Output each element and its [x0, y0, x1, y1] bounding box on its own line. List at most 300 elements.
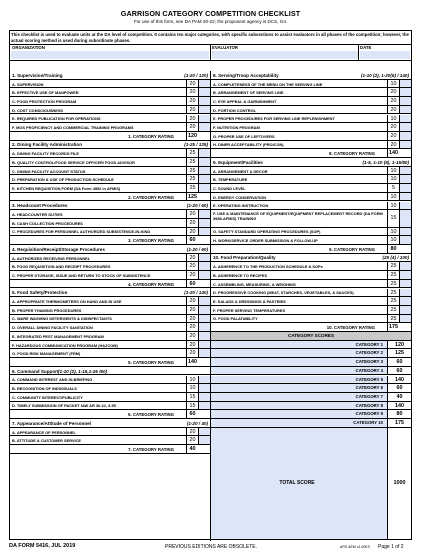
- item-score-input[interactable]: [399, 289, 411, 297]
- item-score-input[interactable]: [198, 106, 210, 114]
- checklist-item: [10, 158, 210, 167]
- item-label: B. EFFECTIVE USE OF MANPOWER: [12, 90, 79, 96]
- item-max-points: 20: [186, 123, 198, 131]
- item-max-points: 25: [186, 175, 198, 183]
- category-rating-label: 5. CATEGORY RATING: [128, 360, 174, 366]
- item-score-input[interactable]: [198, 149, 210, 157]
- item-score-input[interactable]: [198, 349, 210, 357]
- category-score-value: 120: [387, 341, 411, 349]
- item-max-points: 20: [186, 428, 198, 436]
- checklist-item: [211, 262, 411, 271]
- section-points: (1-25 / 125): [184, 142, 208, 148]
- item-max-points: 20: [186, 254, 198, 262]
- category-rating-label: 10. CATEGORY RATING: [326, 325, 375, 331]
- item-score-input[interactable]: [198, 428, 210, 436]
- checklist-item: [10, 436, 210, 445]
- section-points: (1-10 (2), 1-15,1-25 /60): [58, 368, 108, 374]
- category-score-row: [211, 419, 411, 428]
- item-max-points: 25: [387, 315, 399, 323]
- item-label: B. ATTITUDE & CUSTOMER SERVICE: [12, 438, 82, 444]
- checklist-item: [211, 236, 411, 245]
- category-rating-row: [10, 236, 210, 245]
- intro-text: This checklist is used to evaluate units at the DA level of competition. It contains ten major categories, with specific subsections to assist evaluators in all phases of the competition; however, the actual scoring method is used during subordinate phases.: [11, 32, 409, 43]
- item-max-points: 10: [387, 193, 399, 201]
- divider: [358, 44, 359, 60]
- category-rating-row: [10, 132, 210, 141]
- item-max-points: 15: [186, 402, 198, 410]
- item-label: D. PORTION CONTROL: [213, 107, 257, 113]
- category-score-label: CATEGORY 9: [211, 410, 387, 418]
- category-rating-value: 140: [389, 150, 398, 157]
- section-points: (1-20 / 60): [186, 203, 208, 209]
- category-score-label: CATEGORY 7: [211, 393, 387, 401]
- item-max-points: 10: [387, 115, 399, 123]
- item-score-input[interactable]: [198, 315, 210, 323]
- item-max-points: 20: [186, 349, 198, 357]
- item-max-points: 20: [186, 106, 198, 114]
- checklist-item: [10, 97, 210, 106]
- checklist-item: [10, 315, 210, 324]
- item-label: F. NUTRITION PROGRAM: [213, 125, 260, 131]
- checklist-item: [10, 349, 210, 358]
- category-rating-row: [211, 323, 411, 332]
- checklist-item: [10, 106, 210, 115]
- item-max-points: 25: [387, 289, 399, 297]
- divider: [210, 44, 211, 60]
- form-header: [0, 9, 421, 24]
- checklist-item: [211, 115, 411, 124]
- form-subtitle: For use of this form, see DA PAM 30-22; the proponent agency is DCS, G4.: [133, 19, 288, 24]
- item-score-input[interactable]: [198, 115, 210, 123]
- item-max-points: 20: [186, 88, 198, 96]
- item-score-input[interactable]: [198, 80, 210, 88]
- item-max-points: 20: [186, 306, 198, 314]
- checklist-item: [10, 80, 210, 89]
- section-points: (1-20 / 60): [186, 246, 208, 252]
- checklist-item: [211, 97, 411, 106]
- item-score-input[interactable]: [399, 297, 411, 305]
- item-label: C. PROCEDURES FOR PERSONNEL AUTHORIZED SUBSISTENCE-IN-KIND: [12, 229, 151, 235]
- item-label: C. PROPER STORAGE, ISSUE AND RETURN TO STOCK OF SUBSISTENCE: [12, 272, 151, 278]
- item-label: H. WORK/SERVICE ORDER SUBMISSION & FOLLOW-UP: [213, 238, 318, 244]
- category-scores-header: CATEGORY SCORES: [211, 332, 411, 341]
- item-score-input[interactable]: [198, 167, 210, 175]
- item-max-points: 10: [387, 80, 399, 88]
- item-max-points: 20: [387, 132, 399, 140]
- editions-note: PREVIOUS EDITIONS ARE OBSOLETE.: [165, 544, 257, 550]
- item-label: C. EYE APPEAL & GARNISHMENT: [213, 98, 277, 104]
- item-label: E. SALADS & DRESSINGS & PASTRIES: [213, 299, 286, 305]
- item-max-points: 25: [186, 149, 198, 157]
- item-max-points: 20: [186, 315, 198, 323]
- item-max-points: 10: [387, 202, 399, 210]
- section-header: [211, 254, 411, 263]
- checklist-item: [211, 289, 411, 298]
- category-rating-row: [10, 280, 210, 289]
- item-max-points: 25: [387, 306, 399, 314]
- item-label: B. FOOD REQUISITION AND RECEIPT PROCEDURES: [12, 264, 111, 270]
- item-max-points: 20: [186, 210, 198, 218]
- section-title: 9. Equipment/Facilities: [213, 159, 263, 165]
- item-label: B. ARRANGEMENT OF SERVING LINE: [213, 90, 284, 96]
- category-score-row: [211, 349, 411, 358]
- item-label: A. ARRANGEMENT & DECOR: [213, 168, 268, 174]
- category-rating-value: 40: [186, 445, 198, 453]
- category-rating-value: 140: [188, 359, 197, 366]
- item-max-points: 15: [387, 210, 399, 226]
- category-score-label: CATEGORY 4: [211, 367, 387, 375]
- divider: [10, 60, 411, 61]
- item-score-input[interactable]: [399, 280, 411, 288]
- item-label: A. ADHERENCE TO THE PRODUCTION SCHEDULE & SOPs: [213, 264, 323, 270]
- section-points: (1-20 / 120): [184, 72, 208, 78]
- section-header: [10, 141, 210, 150]
- form-title: GARRISON CATEGORY COMPETITION CHECKLIST: [120, 9, 301, 18]
- item-max-points: 10: [186, 384, 198, 392]
- organization-label: ORGANIZATION: [12, 45, 45, 50]
- section-points: (25 (4) / 100): [382, 255, 409, 261]
- category-score-row: [211, 376, 411, 385]
- category-rating-row: [10, 445, 210, 454]
- item-label: D. ENERGY CONSERVATION: [213, 194, 267, 200]
- item-score-input[interactable]: [198, 184, 210, 192]
- checklist-item: [10, 254, 210, 263]
- organization-field[interactable]: [11, 51, 209, 59]
- category-score-value: 60: [387, 384, 411, 392]
- category-score-row: [211, 341, 411, 350]
- checklist-item: [10, 306, 210, 315]
- checklist-item: [10, 210, 210, 219]
- category-score-value: 60: [387, 367, 411, 375]
- item-label: G. SAFETY STANDARD OPERATING PROCEDURES (SOP): [213, 229, 321, 235]
- checklist-item: [10, 175, 210, 184]
- section-header: [10, 419, 210, 428]
- checklist-item: [211, 141, 411, 150]
- section-points: (1-20 / 140): [184, 290, 208, 296]
- item-score-input[interactable]: [399, 202, 411, 210]
- checklist-item: [10, 384, 210, 393]
- item-score-input[interactable]: [399, 236, 411, 244]
- category-rating-row: [10, 193, 210, 202]
- form-number: DA FORM 5416, JUL 2019: [9, 543, 76, 549]
- item-max-points: 25: [387, 262, 399, 270]
- category-score-label: CATEGORY 1: [211, 341, 387, 349]
- checklist-item: [10, 393, 210, 402]
- item-max-points: 25: [186, 167, 198, 175]
- section-points: (1-5, 1-10 (6), 1-15/80): [362, 159, 409, 165]
- category-rating-label: 4. CATEGORY RATING: [128, 281, 174, 287]
- category-rating-row: [10, 358, 210, 367]
- checklist-item: [211, 167, 411, 176]
- item-score-input[interactable]: [198, 123, 210, 131]
- category-rating-label: 1. CATEGORY RATING: [128, 133, 174, 139]
- category-rating-value: 60: [186, 410, 198, 418]
- item-score-input[interactable]: [198, 158, 210, 166]
- category-score-row: [211, 384, 411, 393]
- checklist-item: [10, 167, 210, 176]
- category-rating-value: 125: [188, 193, 197, 200]
- section-title: 10. Food Preparation/Quality: [213, 255, 276, 261]
- evaluator-field[interactable]: [212, 51, 358, 59]
- category-rating-value: 175: [389, 324, 398, 331]
- item-score-input[interactable]: [198, 436, 210, 444]
- section-title: 4. Requisition/Receipt/Storage Procedures: [12, 246, 105, 252]
- date-label: DATE: [360, 45, 372, 50]
- item-score-input[interactable]: [198, 297, 210, 305]
- item-score-input[interactable]: [198, 228, 210, 236]
- item-label: A. DINING FACILITY RECORDS FILE: [12, 151, 79, 157]
- item-score-input[interactable]: [399, 123, 411, 131]
- section-points: (1-10 (2), 1-20(6) / 140): [361, 72, 409, 78]
- item-label: F. HAZARDOUS COMMUNICATION PROGRAM (HAZCOM): [12, 342, 118, 348]
- item-score-input[interactable]: [198, 384, 210, 392]
- apd-version: APD AEM v1.00ES: [340, 545, 370, 549]
- checklist-item: [211, 315, 411, 324]
- item-score-input[interactable]: [399, 262, 411, 270]
- checklist-item: [211, 202, 411, 211]
- checklist-item: [10, 219, 210, 228]
- category-score-value: 125: [387, 349, 411, 357]
- item-max-points: 25: [387, 280, 399, 288]
- checklist-item: [211, 132, 411, 141]
- item-label: A. COMPLETENESS OF THE MENU ON THE SERVING LINE: [213, 81, 323, 87]
- item-score-input[interactable]: [399, 210, 411, 226]
- item-max-points: 20: [186, 80, 198, 88]
- category-score-label: CATEGORY 8: [211, 402, 387, 410]
- category-score-value: 80: [387, 410, 411, 418]
- item-max-points: 20: [186, 332, 198, 340]
- category-rating-label: 7. CATEGORY RATING: [128, 447, 174, 453]
- item-max-points: 25: [387, 271, 399, 279]
- category-score-value: 175: [387, 419, 411, 427]
- item-label: D. COST CONSCIOUSNESS: [12, 107, 64, 113]
- item-label: B. ADHERENCE TO RECIPES: [213, 272, 268, 278]
- item-score-input[interactable]: [198, 210, 210, 218]
- item-score-input[interactable]: [198, 88, 210, 96]
- item-max-points: 20: [186, 297, 198, 305]
- item-max-points: 20: [186, 219, 198, 227]
- section-title: 1. Supervision/Training: [12, 72, 63, 78]
- checklist-item: [10, 228, 210, 237]
- item-max-points: 25: [387, 297, 399, 305]
- item-label: C. WARE WASHING DETERGENTS & DISINFECTANTS: [12, 316, 112, 322]
- item-score-input[interactable]: [399, 132, 411, 140]
- category-score-label: CATEGORY 2: [211, 349, 387, 357]
- total-score-value: 1000: [387, 428, 411, 539]
- checklist-item: [211, 123, 411, 132]
- item-max-points: 20: [186, 97, 198, 105]
- category-rating-value: 60: [186, 280, 198, 288]
- item-score-input[interactable]: [399, 88, 411, 96]
- item-score-input[interactable]: [399, 315, 411, 323]
- item-label: E. OPERATING INSTRUCTION: [213, 203, 269, 209]
- item-label: F. PROPER SERVING TEMPERATURES: [213, 307, 286, 313]
- item-label: A. APPROPRIATE THERMOMETERS ON HAND AND IN USE: [12, 299, 122, 305]
- item-score-input[interactable]: [198, 219, 210, 227]
- category-rating-value: 60: [186, 236, 198, 244]
- item-score-input[interactable]: [198, 262, 210, 270]
- item-score-input[interactable]: [198, 97, 210, 105]
- checklist-item: [10, 184, 210, 193]
- checklist-item: [211, 88, 411, 97]
- item-max-points: 25: [186, 158, 198, 166]
- item-label: D. TIMELY SUBMISSION OF PACKET IAW AR 30-22, 3-55: [12, 403, 116, 409]
- total-score-label: TOTAL SCORE: [211, 428, 387, 539]
- item-max-points: 10: [186, 376, 198, 384]
- item-label: E. PROPER PROCEDURES FOR SERVING LINE REPLENISHMENT: [213, 116, 335, 122]
- checklist-item: [10, 323, 210, 332]
- category-rating-value: 120: [188, 132, 197, 139]
- item-label: D. PREPARATION & USE OF PRODUCTION SCHEDULE: [12, 177, 114, 183]
- item-max-points: 20: [387, 123, 399, 131]
- category-score-value: 60: [387, 358, 411, 366]
- checklist-item: [10, 88, 210, 97]
- evaluator-label: EVALUATOR: [212, 45, 239, 50]
- category-score-row: [211, 367, 411, 376]
- item-label: E. REQUIRED PUBLICATION FOR OPERATIONS: [12, 116, 101, 122]
- item-score-input[interactable]: [399, 228, 411, 236]
- item-score-input[interactable]: [198, 175, 210, 183]
- category-rating-label: 3. CATEGORY RATING: [128, 238, 174, 244]
- checklist-item: [211, 175, 411, 184]
- item-score-input[interactable]: [198, 341, 210, 349]
- checklist-item: [10, 123, 210, 132]
- item-label: G. PROPER USE OF LEFTOVERS: [213, 133, 275, 139]
- section-header: [211, 158, 411, 167]
- item-label: E. KITCHEN REQUISITION FORM (DA Form 4552 in AFMIS): [12, 185, 121, 191]
- section-header: [10, 71, 210, 80]
- category-score-row: [211, 410, 411, 419]
- item-score-input[interactable]: [399, 271, 411, 279]
- item-label: A. COMMAND INTEREST AND IN-BRIEFING: [12, 377, 93, 383]
- checklist-item: [211, 280, 411, 289]
- item-score-input[interactable]: [399, 175, 411, 183]
- checklist-item: [211, 184, 411, 193]
- item-score-input[interactable]: [198, 271, 210, 279]
- item-score-input[interactable]: [399, 184, 411, 192]
- item-max-points: 20: [186, 341, 198, 349]
- category-rating-row: [211, 149, 411, 158]
- item-label: F. USE & MAINTENANCE OF EQUIPMENT/EQUIPMENT REPLACEMENT RECORD (DA FORM 3988-AFMIS) TRAINING: [213, 211, 383, 221]
- item-max-points: 20: [186, 323, 198, 331]
- section-title: 8. Serving/Troop Acceptability: [213, 72, 279, 78]
- category-score-value: 140: [387, 402, 411, 410]
- checklist-item: [10, 402, 210, 411]
- item-score-input[interactable]: [399, 106, 411, 114]
- total-score-row: [211, 428, 411, 539]
- item-max-points: 10: [387, 228, 399, 236]
- item-label: B. QUALITY CONTROL/FOOD SERVICE OFFICER/ FOOD ADVISOR: [12, 159, 135, 165]
- checklist-item: [10, 271, 210, 280]
- item-max-points: 20: [186, 228, 198, 236]
- checklist-item: [10, 332, 210, 341]
- page-number: Page 1 of 2: [378, 544, 404, 550]
- item-label: D. PROGRESSIVE COOKING (MEAT, STARCHES, VEGETABLES, & SAUCES): [213, 290, 354, 296]
- category-score-row: [211, 402, 411, 411]
- category-rating-label: 9. CATEGORY RATING: [329, 247, 375, 252]
- category-score-row: [211, 358, 411, 367]
- item-label: F. MOS PROFICIENCY AND COMMERCIAL TRAINING PROGRAMS: [12, 125, 134, 131]
- item-score-input[interactable]: [399, 193, 411, 201]
- item-max-points: 15: [186, 393, 198, 401]
- checklist-item: [10, 262, 210, 271]
- item-label: G. FOOD RISK MANAGEMENT (FRM): [12, 351, 81, 357]
- item-max-points: 20: [186, 115, 198, 123]
- item-score-input[interactable]: [198, 376, 210, 384]
- category-score-row: [211, 393, 411, 402]
- item-label: C. DINING FACILITY ACCOUNT STATUS: [12, 168, 86, 174]
- section-title: 6. Command Support: [12, 368, 59, 374]
- item-label: B. TEMPERATURE: [213, 177, 248, 183]
- item-score-input[interactable]: [399, 115, 411, 123]
- item-max-points: 5: [387, 184, 399, 192]
- category-score-label: CATEGORY 3: [211, 358, 387, 366]
- category-score-label: CATEGORY 6: [211, 384, 387, 392]
- item-score-input[interactable]: [198, 306, 210, 314]
- item-score-input[interactable]: [399, 306, 411, 314]
- item-score-input[interactable]: [198, 332, 210, 340]
- item-max-points: 20: [186, 271, 198, 279]
- item-label: C. FOOD PROTECTION PROGRAM: [12, 98, 77, 104]
- item-label: A. AUTHORIZED RECEIVING PERSONNEL: [12, 255, 91, 261]
- item-max-points: 20: [387, 141, 399, 149]
- item-score-input[interactable]: [198, 323, 210, 331]
- checklist-item: [10, 376, 210, 385]
- checklist-item: [10, 428, 210, 437]
- item-max-points: 25: [186, 184, 198, 192]
- item-label: B. PROPER THAWING PROCEDURES: [12, 307, 82, 313]
- category-rating-row: [211, 245, 411, 254]
- section-title: 2. Dining Facility Administration: [12, 142, 83, 148]
- section-title: 3. Headcount Procedures: [12, 203, 68, 209]
- item-score-input[interactable]: [399, 80, 411, 88]
- item-score-input[interactable]: [198, 393, 210, 401]
- item-label: H. DINER ACCEPTABILITY (PROICON): [213, 142, 284, 148]
- checklist-item: [211, 297, 411, 306]
- checklist-item: [211, 271, 411, 280]
- checklist-item: [10, 149, 210, 158]
- checklist-item: [211, 228, 411, 237]
- item-score-input[interactable]: [399, 167, 411, 175]
- date-field[interactable]: [360, 51, 410, 59]
- item-label: E. INTEGRATED PEST MANAGEMENT PROGRAM: [12, 333, 104, 339]
- item-label: G. FOOD PALATABILITY: [213, 316, 258, 322]
- checklist-item: [10, 341, 210, 350]
- section-title: 7. Appearance/Attitude of Personnel: [12, 420, 91, 426]
- item-max-points: 20: [387, 88, 399, 96]
- item-label: A. SUPERVISION: [12, 81, 44, 87]
- item-score-input[interactable]: [198, 254, 210, 262]
- item-label: C. COMMUNITY INTEREST/PUBLICITY: [12, 394, 83, 400]
- category-rating-label: 6. CATEGORY RATING: [128, 412, 174, 418]
- item-label: A. APPEARANCE OF PERSONNEL: [12, 429, 76, 435]
- item-score-input[interactable]: [399, 97, 411, 105]
- category-score-label: CATEGORY 5: [211, 376, 387, 384]
- checklist-item: [211, 210, 411, 227]
- checklist-item: [211, 80, 411, 89]
- item-label: C. SOUND LEVEL: [213, 185, 246, 191]
- checklist-item: [10, 115, 210, 124]
- checklist-item: [211, 193, 411, 202]
- item-max-points: 10: [387, 175, 399, 183]
- item-score-input[interactable]: [399, 141, 411, 149]
- section-title: 5. Food Safety/Protection: [12, 290, 68, 296]
- category-score-value: 40: [387, 393, 411, 401]
- item-max-points: 10: [387, 236, 399, 244]
- section-header: [211, 71, 411, 80]
- item-score-input[interactable]: [198, 402, 210, 410]
- category-rating-row: [10, 410, 210, 419]
